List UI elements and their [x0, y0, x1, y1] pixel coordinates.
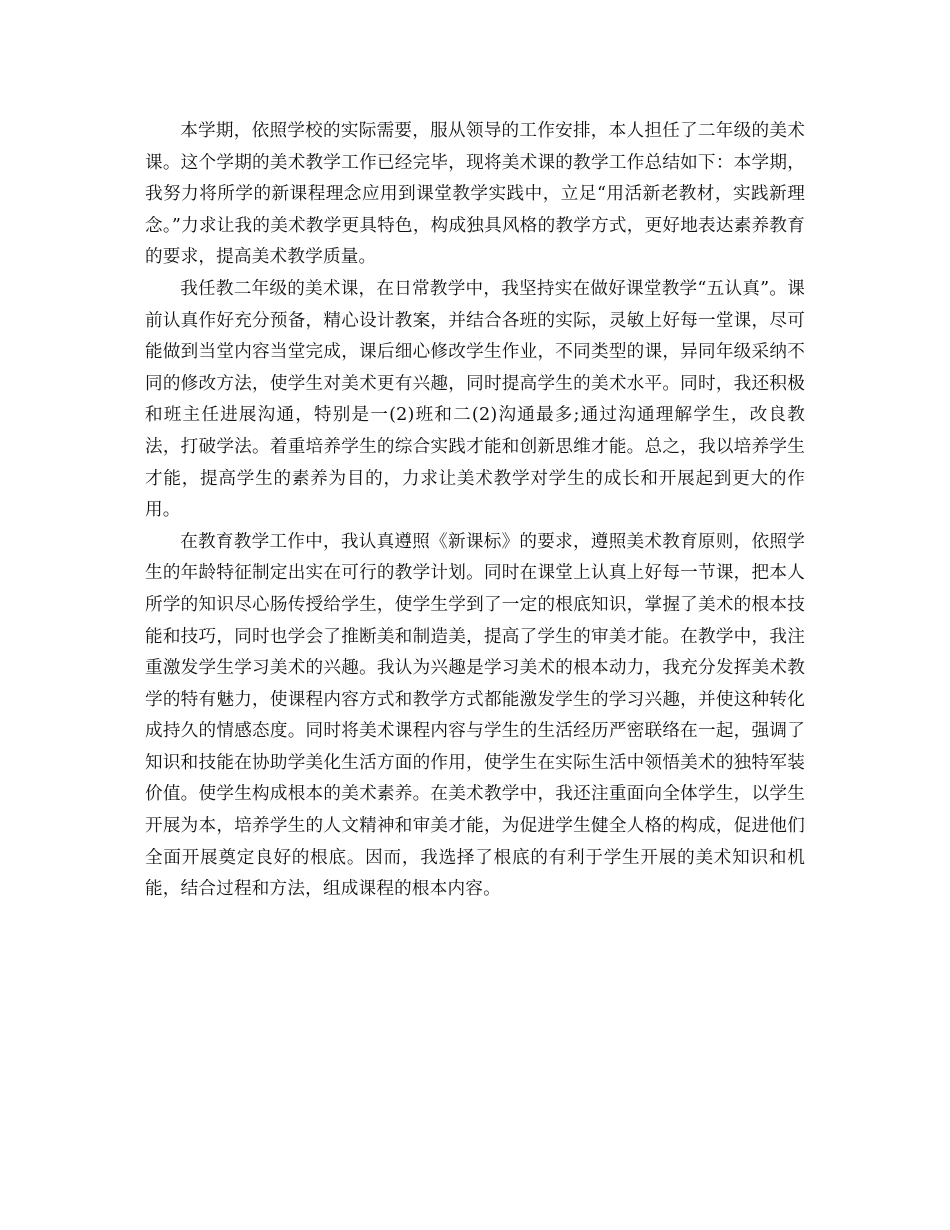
paragraph-classroom-teaching: 我任教二年级的美术课，在日常教学中，我坚持实在做好课堂教学“五认真”。课前认真作好充分预备，精心设计教案，并结合各班的实际，灵敏上好每一堂课，尽可能做到当堂内容当堂完成，课后细心修改学生作业，不同类型的课，异同年级采纳不同的修改方法，使学生对美术更有兴趣，同时提高学生的美术水平。同时，我还积极和班主任进展沟通，特别是一(2)班和二(2)沟通最多;通过沟通理解学生，改良教法，打破学法。着重培养学生的综合实践才能和创新思维才能。总之，我以培养学生才能，提高学生的素养为目的，力求让美术教学对学生的成长和开展起到更大的作用。	[145, 278, 805, 521]
document-body	[145, 116, 805, 906]
paragraph-intro: 本学期，依照学校的实际需要，服从领导的工作安排，本人担任了二年级的美术课。这个学期的美术教学工作已经完毕，现将美术课的教学工作总结如下：本学期，我努力将所学的新课程理念应用到课堂教学实践中，立足“用活新老教材，实践新理念。”力求让我的美术教学更具特色，构成独具风格的教学方式，更好地表达素养教育的要求，提高美术教学质量。	[145, 121, 805, 268]
paragraph-curriculum-standards: 在教育教学工作中，我认真遵照《新课标》的要求，遵照美术教育原则，依照学生的年龄特征制定出实在可行的教学计划。同时在课堂上认真上好每一节课，把本人所学的知识尽心肠传授给学生，使学生学到了一定的根底知识，掌握了美术的根本技能和技巧，同时也学会了推断美和制造美，提高了学生的审美才能。在教学中，我注重激发学生学习美术的兴趣。我认为兴趣是学习美术的根本动力，我充分发挥美术教学的特有魅力，使课程内容方式和教学方式都能激发学生的学习兴趣，并使这种转化成持久的情感态度。同时将美术课程内容与学生的生活经历严密联络在一起，强调了知识和技能在协助学美化生活方面的作用，使学生在实际生活中领悟美术的独特军装价值。使学生构成根本的美术素养。在美术教学中，我还注重面向全体学生，以学生开展为本，培养学生的人文精神和审美才能，为促进学生健全人格的构成，促进他们全面开展奠定良好的根底。因而，我选择了根底的有利于学生开展的美术知识和机能，结合过程和方法，组成课程的根本内容。	[145, 531, 805, 900]
